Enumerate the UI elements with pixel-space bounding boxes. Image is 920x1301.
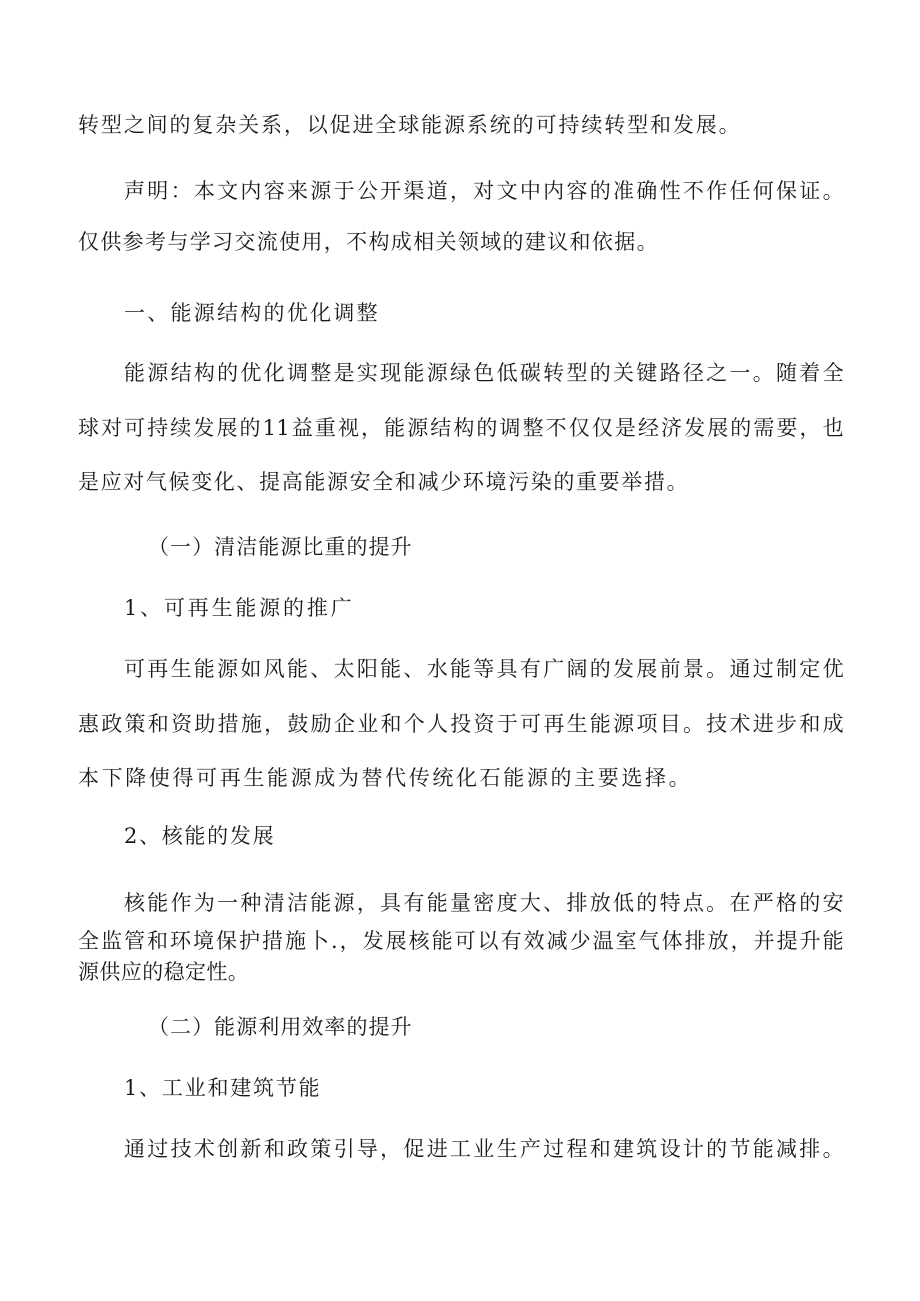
item2-paragraph-line: 源供应的稳定性。 xyxy=(78,960,250,984)
section1-paragraph-line: 能源结构的优化调整是实现能源绿色低碳转型的关键路径之一。随着全 xyxy=(124,361,844,385)
section1-paragraph-line: 是应对气候变化、提高能源安全和减少环境污染的重要举措。 xyxy=(78,470,688,494)
intro-tail-line: 转型之间的复杂关系，以促进全球能源系统的可持续转型和发展。 xyxy=(78,113,740,137)
section1-paragraph-line: 球对可持续发展的11益重视，能源结构的调整不仅仅是经济发展的需要，也 xyxy=(78,416,844,440)
item2-paragraph-line: 全监管和环境保护措施卜.，发展核能可以有效减少温室气体排放，并提升能 xyxy=(78,929,844,953)
subsection1-heading: （一）清洁能源比重的提升 xyxy=(148,535,412,559)
subsection2-heading: （二）能源利用效率的提升 xyxy=(148,1015,412,1039)
item1-paragraph-line: 本下降使得可再生能源成为替代传统化石能源的主要选择。 xyxy=(78,766,690,790)
item3-paragraph-line: 通过技术创新和政策引导，促进工业生产过程和建筑设计的节能减排。 xyxy=(124,1137,844,1161)
item2-paragraph-line: 核能作为一种清洁能源，具有能量密度大、排放低的特点。在严格的安 xyxy=(124,891,844,915)
section1-heading: 一、能源结构的优化调整 xyxy=(124,301,378,325)
item1-paragraph-line: 惠政策和资助措施，鼓励企业和个人投资于可再生能源项目。技术进步和成 xyxy=(78,712,844,736)
item2-heading: 2、核能的发展 xyxy=(124,824,274,848)
item3-heading: 1、工业和建筑节能 xyxy=(124,1076,320,1100)
disclaimer-line-1: 声明：本文内容来源于公开渠道，对文中内容的准确性不作任何保证。 xyxy=(124,179,844,203)
item1-paragraph-line: 可再生能源如风能、太阳能、水能等具有广阔的发展前景。通过制定优 xyxy=(124,657,844,681)
disclaimer-line-2: 仅供参考与学习交流使用，不构成相关领域的建议和依据。 xyxy=(78,230,658,254)
item1-heading: 1、可再生能源的推广 xyxy=(124,596,352,620)
